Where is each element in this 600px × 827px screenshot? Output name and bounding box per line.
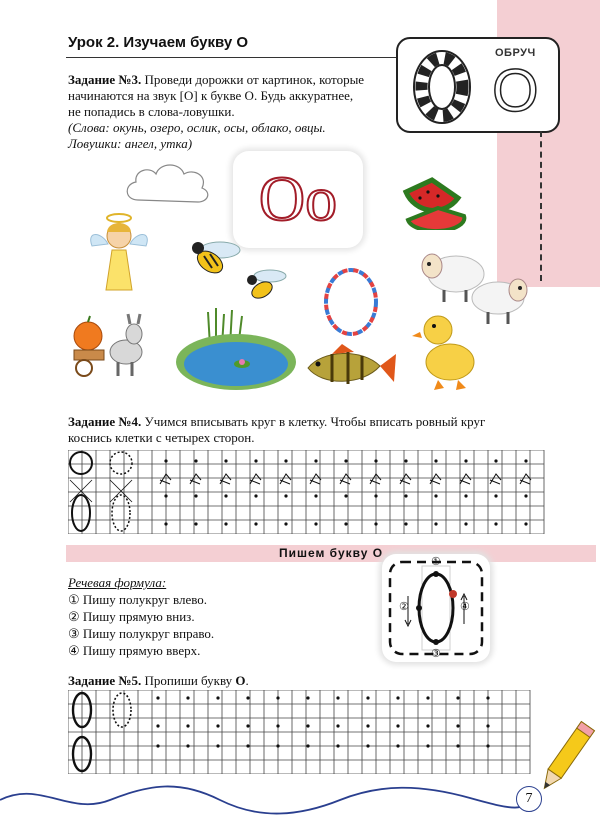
stroke-mark-1: ① (431, 556, 441, 568)
guide-dot-mid (494, 494, 497, 497)
guide-dot-bottom (164, 522, 167, 525)
section-title: Пишем букву О (278, 546, 384, 560)
guide-dot-top (396, 696, 399, 699)
guide-dot-top (284, 459, 287, 462)
dashed-path-line (540, 131, 542, 281)
perch-fish-icon (302, 342, 398, 394)
trace-letter-o (113, 693, 131, 727)
guide-dot-mid (254, 494, 257, 497)
guide-dot-top (254, 459, 257, 462)
guide-dot-bottom (434, 522, 437, 525)
guide-dot-top (494, 459, 497, 462)
guide-dot-mid (336, 724, 339, 727)
guide-dot-mid (194, 494, 197, 497)
guide-dot-row2 (336, 744, 339, 747)
task5-instructions (68, 673, 468, 689)
lake-icon (172, 306, 300, 394)
trace-circle (110, 452, 132, 474)
guide-dot-bottom (344, 522, 347, 525)
guide-dot-mid (216, 724, 219, 727)
task4-line1: Учимся вписывать круг в клетку. Чтобы вписать ровный круг (144, 414, 486, 429)
guide-dot-bottom (404, 522, 407, 525)
guide-dot-mid (276, 724, 279, 727)
task4-line2: коснись клетки с четырех сторон. (68, 430, 255, 445)
guide-dot-mid (456, 724, 459, 727)
guide-dot-top (456, 696, 459, 699)
guide-arrow (310, 474, 321, 484)
task3-label: Задание №3. (68, 72, 142, 87)
guide-dot-top (366, 696, 369, 699)
guide-dot-top (336, 696, 339, 699)
bottom-wave-decoration (0, 770, 600, 827)
guide-dot-top (426, 696, 429, 699)
guide-dot-top (246, 696, 249, 699)
stroke-mark-2: ② (399, 601, 409, 613)
guide-dot-mid (164, 494, 167, 497)
guide-dot-mid (396, 724, 399, 727)
guide-dot-mid (434, 494, 437, 497)
guide-dot-mid (246, 724, 249, 727)
formula-step-1: ① Пишу полукруг влево. (68, 592, 208, 607)
formula-step-2: ② Пишу прямую вниз. (68, 609, 195, 624)
guide-arrow (340, 474, 351, 484)
guide-dot-row2 (186, 744, 189, 747)
guide-dot-top (224, 459, 227, 462)
guide-dot-mid (464, 494, 467, 497)
formula-step-4: ④ Пишу прямую вверх. (68, 643, 201, 658)
guide-dot-bottom (224, 522, 227, 525)
guide-dot-mid (186, 724, 189, 727)
section-bar (66, 545, 596, 562)
guide-dot-bottom (194, 522, 197, 525)
guide-dot-row2 (216, 744, 219, 747)
sample-circle (70, 452, 92, 474)
guide-dot-mid (284, 494, 287, 497)
guide-dot-mid (374, 494, 377, 497)
guide-dot-top (374, 459, 377, 462)
guide-dot-top (276, 696, 279, 699)
guide-dot-bottom (464, 522, 467, 525)
task4-instructions (68, 414, 588, 446)
word-card-label: ОБРУЧ (495, 47, 536, 59)
guide-dot-row2 (276, 744, 279, 747)
task5-text-letter: О (235, 673, 246, 688)
task3-instructions (68, 72, 393, 152)
watermelon-icon (398, 168, 472, 230)
stroke-mark-4: ④ (460, 601, 470, 613)
guide-dot-mid (156, 724, 159, 727)
guide-dot-top (164, 459, 167, 462)
task5-text-prefix: Пропиши букву (144, 673, 236, 688)
task3-words-line2: Ловушки: ангел, утка) (68, 136, 193, 151)
donkey-cart-icon (70, 312, 154, 382)
guide-arrow (250, 474, 261, 484)
guide-dot-mid (426, 724, 429, 727)
guide-dot-row2 (156, 744, 159, 747)
guide-dot-row2 (366, 744, 369, 747)
guide-arrow (490, 474, 501, 484)
task3-line1: Проведи дорожки от картинок, которые (144, 72, 365, 87)
guide-dot-top (186, 696, 189, 699)
guide-dot-top (524, 459, 527, 462)
guide-dot-top (434, 459, 437, 462)
task5-writing-grid (68, 690, 540, 774)
guide-arrow (280, 474, 291, 484)
guide-arrow (400, 474, 411, 484)
task3-line3: не попадись в слова-ловушки. (68, 104, 235, 119)
guide-dot-bottom (374, 522, 377, 525)
guide-dot-top (306, 696, 309, 699)
task3-line2: начинаются на звук [О] к букве О. Будь аккуратнее, (68, 88, 354, 103)
guide-dot-mid (486, 724, 489, 727)
guide-dot-mid (344, 494, 347, 497)
formula-title: Речевая формула: (68, 575, 167, 590)
hoop-icon (322, 266, 380, 338)
guide-dot-row2 (306, 744, 309, 747)
stroke-mark-3: ③ (431, 648, 441, 660)
guide-arrow (520, 474, 531, 484)
lesson-title: Урок 2. Изучаем букву О (68, 34, 249, 51)
guide-dot-mid (524, 494, 527, 497)
guide-dot-mid (404, 494, 407, 497)
guide-dot-top (156, 696, 159, 699)
guide-dot-top (194, 459, 197, 462)
guide-dot-mid (314, 494, 317, 497)
stroke-order-card (382, 554, 490, 662)
guide-dot-bottom (254, 522, 257, 525)
guide-arrow (460, 474, 471, 484)
guide-dot-top (216, 696, 219, 699)
task5-text-suffix: . (245, 673, 249, 688)
guide-dot-bottom (284, 522, 287, 525)
guide-dot-top (344, 459, 347, 462)
guide-dot-bottom (494, 522, 497, 525)
guide-dot-top (464, 459, 467, 462)
guide-dot-mid (224, 494, 227, 497)
guide-dot-row2 (426, 744, 429, 747)
task4-writing-grid (68, 450, 550, 534)
page-number: 7 (516, 786, 542, 812)
task5-label: Задание №5. (68, 673, 142, 688)
formula-step-3: ③ Пишу полукруг вправо. (68, 626, 215, 641)
guide-dot-top (314, 459, 317, 462)
letter-o-card (233, 151, 363, 248)
guide-dot-top (486, 696, 489, 699)
task4-label: Задание №4. (68, 414, 142, 429)
guide-arrow (370, 474, 381, 484)
guide-dot-mid (306, 724, 309, 727)
guide-dot-row2 (486, 744, 489, 747)
guide-dot-row2 (246, 744, 249, 747)
cloud-icon (120, 158, 214, 208)
angel-icon (88, 210, 150, 296)
guide-dot-bottom (524, 522, 527, 525)
guide-arrow (190, 474, 201, 484)
guide-dot-mid (366, 724, 369, 727)
wasp-small-icon (236, 262, 292, 310)
word-card-outline-letter: О (492, 57, 539, 124)
letter-o-pair: Оо (258, 163, 338, 234)
sample-oval (72, 495, 90, 531)
guide-dot-bottom (314, 522, 317, 525)
guide-dot-top (404, 459, 407, 462)
task3-words-line1: (Слова: окунь, озеро, ослик, осы, облако, овцы. (68, 120, 326, 135)
guide-dot-row2 (456, 744, 459, 747)
duck-icon (412, 310, 478, 392)
guide-arrow (160, 474, 171, 484)
speech-formula (68, 574, 368, 659)
guide-dot-row2 (396, 744, 399, 747)
trace-oval (112, 495, 130, 531)
